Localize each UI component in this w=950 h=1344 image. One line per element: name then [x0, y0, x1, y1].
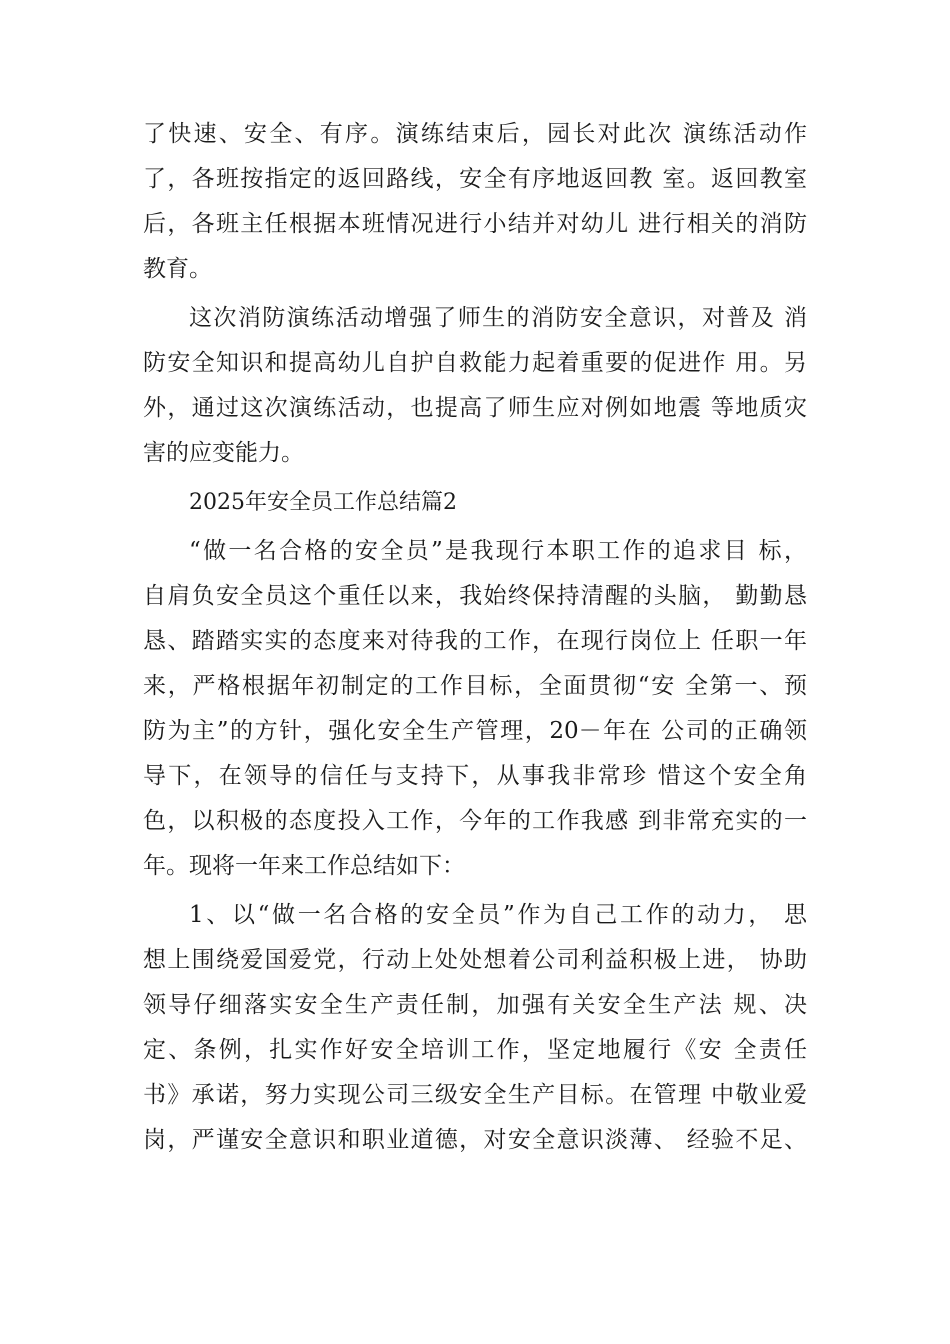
text-line: 教育。 [143, 256, 212, 282]
text-line: 了，各班按指定的返回路线，安全有序地返回教 室。返回教室 [143, 166, 807, 192]
paragraph [143, 296, 807, 476]
text-line: 书》承诺，努力实现公司三级安全生产目标。在管理 中敬业爱 [143, 1082, 807, 1108]
text-line: 来，严格根据年初制定的工作目标，全面贯彻“安 全第一、预 [143, 673, 807, 699]
paragraph [143, 112, 807, 292]
text-line: 害的应变能力。 [143, 440, 304, 466]
text-line: 定、条例，扎实作好安全培训工作，坚定地履行《安 全责任 [143, 1037, 807, 1063]
text-line: 1、以“做一名合格的安全员”作为自己工作的动力， 思 [189, 902, 807, 928]
text-line: “做一名合格的安全员”是我现行本职工作的追求目 标， [189, 538, 807, 564]
text-line: 领导仔细落实安全生产责任制，加强有关安全生产法 规、决 [143, 992, 807, 1018]
paragraph [143, 893, 807, 1163]
text-line: 了快速、安全、有序。演练结束后，园长对此次 演练活动作 [143, 121, 807, 147]
paragraph [143, 529, 807, 889]
text-line: 色，以积极的态度投入工作，今年的工作我感 到非常充实的一 [143, 808, 807, 834]
text-line: 岗，严谨安全意识和职业道德，对安全意识淡薄、 经验不足、 [143, 1127, 807, 1153]
heading-text: 2025年安全员工作总结篇2 [189, 490, 457, 515]
text-line: 这次消防演练活动增强了师生的消防安全意识，对普及 消 [189, 305, 807, 331]
text-line: 防安全知识和提高幼儿自护自救能力起着重要的促进作 用。另 [143, 350, 807, 376]
text-line: 年。现将一年来工作总结如下： [143, 853, 465, 879]
text-line: 想上围绕爱国爱党，行动上处处想着公司利益积极上进， 协助 [143, 947, 807, 973]
text-line: 导下，在领导的信任与支持下，从事我非常珍 惜这个安全角 [143, 763, 807, 789]
text-line: 自肩负安全员这个重任以来，我始终保持清醒的头脑， 勤勤恳 [143, 583, 807, 609]
text-line: 外，通过这次演练活动，也提高了师生应对例如地震 等地质灾 [143, 395, 807, 421]
document-body [143, 112, 807, 1163]
section-heading [143, 480, 807, 525]
text-line: 恳、踏踏实实的态度来对待我的工作，在现行岗位上 任职一年 [143, 628, 807, 654]
text-line: 防为主”的方针，强化安全生产管理，20－年在 公司的正确领 [143, 718, 807, 744]
text-line: 后，各班主任根据本班情况进行小结并对幼儿 进行相关的消防 [143, 211, 807, 237]
